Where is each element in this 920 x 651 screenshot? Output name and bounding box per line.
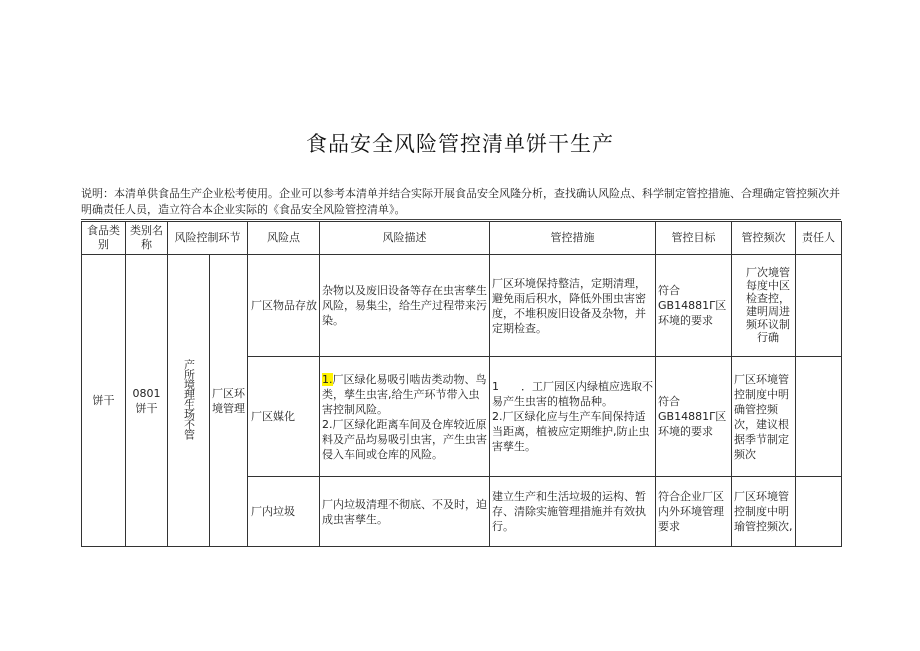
header-control-frequency: 管控频次 <box>732 222 796 255</box>
cell-control-frequency: 厂区环境管控制度中明瑜管控频次, <box>732 477 796 547</box>
table-row <box>82 255 842 357</box>
document-note: 说明：本清单供食品生产企业松考使用。企业可以参考本清单并结合实际开展食品安全风隆分析，查找确认风险点、科学制定管控措施、合理确定管控频次并明确责任人员，造立符合本企业实际的《食品安全风险管控清单》。 <box>81 186 841 220</box>
stage-1-text: 产所境理生场不管 <box>182 358 196 439</box>
header-risk-description: 风险描述 <box>320 222 490 255</box>
cell-category-name: 0801饼干 <box>126 255 168 547</box>
highlighted-marker: 1. <box>322 372 333 386</box>
header-responsible-person: 责任人 <box>796 222 842 255</box>
risk-control-table <box>81 221 842 547</box>
header-control-measures: 管控措施 <box>490 222 656 255</box>
cell-control-target: 符合GB14881Γ区环境的要求 <box>656 357 732 477</box>
cell-owner <box>796 357 842 477</box>
header-risk-control-stage: 风险控制环节 <box>168 222 248 255</box>
cell-control-measures: 建立生产和生活垃圾的运构、暂存、清除实施管理措施并有效执行。 <box>490 477 656 547</box>
cell-risk-point: 厂内垃圾 <box>248 477 320 547</box>
header-risk-point: 风险点 <box>248 222 320 255</box>
header-food-category: 食品类别 <box>82 222 126 255</box>
cell-control-measures: 1 ．工厂园区内绿植应选取不易产生虫害的植物品种。 2.厂区绿化应与生产车间保持适当距离，植被应定期维护,防止虫害孳生。 <box>490 357 656 477</box>
cell-risk-description <box>320 357 490 477</box>
header-category-name: 类别名称 <box>126 222 168 255</box>
cell-risk-description: 厂内垃圾清理不彻底、不及时，迫成虫害孳生。 <box>320 477 490 547</box>
cell-risk-description: 杂物以及废旧设备等存在虫害孳生风险，易集尘，给生产过程带来污染。 <box>320 255 490 357</box>
cell-owner <box>796 255 842 357</box>
cell-risk-point: 厂区物品存放 <box>248 255 320 357</box>
cell-control-frequency <box>732 255 796 357</box>
frequency-text: 厂次境管每度中区检查控，建明周进频环议制行确 <box>746 266 790 344</box>
cell-control-frequency: 厂区环境管控制度中明确管控频次，建议根据季节制定频次 <box>732 357 796 477</box>
cell-stage-1 <box>168 255 210 547</box>
cell-category: 饼干 <box>82 255 126 547</box>
cell-stage-2: 厂区环境管理 <box>210 255 248 547</box>
cell-control-target: 符合GB14881Γ区环境的要求 <box>656 255 732 357</box>
cell-risk-point: 厂区媒化 <box>248 357 320 477</box>
risk-description-text: 厂区绿化易吸引啮齿类动物、鸟类，孳生虫害,给生产环节带入虫害控制风险。 2.厂区绿化距离车间及仓库较近原料及产品均易吸引虫害，产生虫害侵入车间或仓库的风险。 <box>322 372 487 461</box>
header-control-target: 管控目标 <box>656 222 732 255</box>
document-title: 食品安全风险管控清单饼干生产 <box>306 132 614 156</box>
cell-control-target: 符合企业厂区内外环境管理要求 <box>656 477 732 547</box>
cell-control-measures: 厂区环境保持整洁，定期清理，避免雨后积水，降低外围虫害密度，不堆积废旧设备及杂物，并定期检查。 <box>490 255 656 357</box>
cell-owner <box>796 477 842 547</box>
table-header-row <box>82 222 842 255</box>
